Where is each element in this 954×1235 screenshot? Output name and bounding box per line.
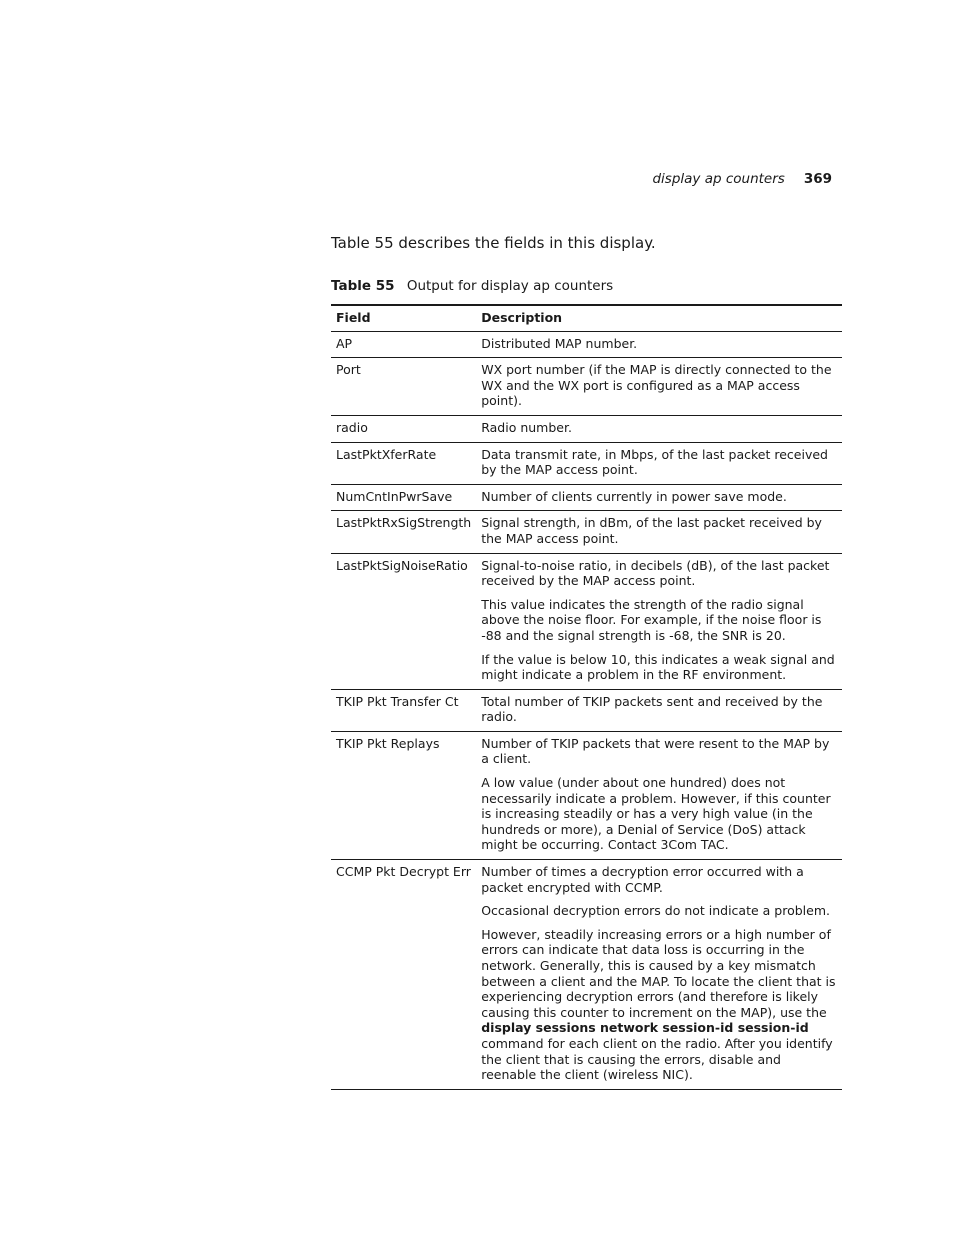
description-paragraph: A low value (under about one hundred) does not necessarily indicate a problem. However, if this counter is increasing steadily or has a very high value (in the hundreds or more), a Denial of Service (DoS) attack might be occurring. Contact 3Com TAC.: [481, 775, 831, 853]
description-paragraph: Occasional decryption errors do not indicate a problem.: [481, 903, 830, 919]
command-name: display sessions network session-id session-id: [481, 1020, 809, 1036]
table-row: [331, 331, 842, 358]
description-paragraph: Number of times a decryption error occurred with a packet encrypted with CCMP.: [481, 864, 804, 895]
table-caption-label: Table 55: [331, 278, 395, 294]
field-name-cell: LastPktXferRate: [331, 442, 476, 484]
description-cell: [476, 358, 842, 416]
description-cell: [476, 511, 842, 553]
field-name-cell: CCMP Pkt Decrypt Err: [331, 860, 476, 1090]
description-paragraph: Number of clients currently in power save mode.: [481, 488, 787, 504]
table-row: [331, 415, 842, 442]
description-cell: [476, 415, 842, 442]
table-row: [331, 689, 842, 731]
field-name-cell: LastPktSigNoiseRatio: [331, 553, 476, 689]
description-paragraph: Signal strength, in dBm, of the last packet received by the MAP access point.: [481, 515, 822, 546]
description-text: command for each client on the radio. After you identify the client that is causing the errors, disable and reenable the client (wireless NIC).: [481, 1035, 833, 1083]
description-cell: [476, 731, 842, 859]
description-cell: [476, 442, 842, 484]
description-cell: [476, 860, 842, 1090]
table-body: [331, 331, 842, 1089]
description-paragraph: Number of TKIP packets that were resent to the MAP by a client.: [481, 735, 830, 767]
table-caption-text: Output for display ap counters: [406, 278, 614, 294]
table-header-row: [331, 305, 842, 331]
fields-table: [331, 304, 842, 1090]
field-name-cell: radio: [331, 415, 476, 442]
description-paragraph: Data transmit rate, in Mbps, of the last packet received by the MAP access point.: [481, 446, 828, 478]
description-paragraph: Distributed MAP number.: [481, 335, 638, 351]
field-name-cell: LastPktRxSigStrength: [331, 511, 476, 553]
table-row: [331, 484, 842, 511]
field-name-cell: TKIP Pkt Transfer Ct: [331, 689, 476, 731]
intro-paragraph: Table 55 describes the fields in this display.: [331, 234, 656, 252]
table-row: [331, 442, 842, 484]
table-caption: [331, 278, 613, 294]
field-name-cell: AP: [331, 331, 476, 358]
description-paragraph: If the value is below 10, this indicates a weak signal and might indicate a problem in the RF environment.: [481, 651, 835, 683]
column-header-field: Field: [331, 305, 476, 331]
description-paragraph: This value indicates the strength of the radio signal above the noise floor. For example, if the noise floor is -88 and the signal strength is -68, the SNR is 20.: [481, 596, 822, 643]
running-header: [652, 171, 832, 187]
column-header-description: Description: [476, 305, 842, 331]
table-row: [331, 731, 842, 859]
page-number: 369: [803, 171, 832, 187]
description-paragraph: Total number of TKIP packets sent and received by the radio.: [481, 693, 823, 725]
description-cell: [476, 553, 842, 689]
description-paragraph: WX port number (if the MAP is directly connected to the WX and the WX port is configured as a MAP access point).: [481, 362, 832, 409]
table-row: [331, 511, 842, 553]
table-row: [331, 860, 842, 1090]
field-name-cell: Port: [331, 358, 476, 416]
description-paragraph: [481, 927, 837, 1083]
description-paragraph: Radio number.: [481, 419, 572, 435]
description-paragraph: Signal-to-noise ratio, in decibels (dB), of the last packet received by the MAP access point.: [481, 557, 830, 589]
table-row: [331, 553, 842, 689]
description-cell: [476, 331, 842, 358]
field-name-cell: TKIP Pkt Replays: [331, 731, 476, 859]
description-cell: [476, 484, 842, 511]
description-cell: [476, 689, 842, 731]
section-title: display ap counters: [652, 171, 785, 187]
field-name-cell: NumCntInPwrSave: [331, 484, 476, 511]
table-row: [331, 358, 842, 416]
description-text: However, steadily increasing errors or a high number of errors can indicate that data loss is occurring in the network. Generally, this is caused by a key mismatch between a client and the MAP. To locate the client that is experiencing decryption errors (and therefore is likely causing this counter to increment on the MAP), use the: [481, 926, 836, 1020]
